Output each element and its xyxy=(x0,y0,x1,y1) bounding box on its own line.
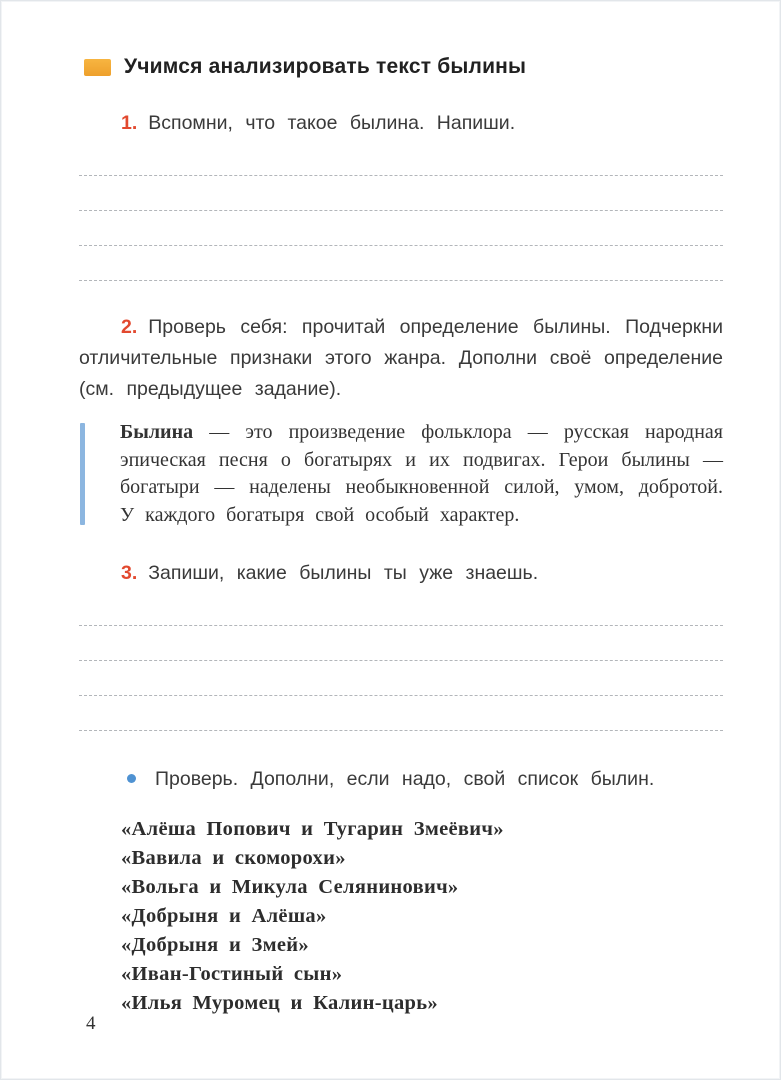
list-item: «Вольга и Микула Селянинович» xyxy=(121,875,459,898)
writing-line xyxy=(79,591,723,626)
task-1-number: 1. xyxy=(121,112,138,134)
task-3-number: 3. xyxy=(121,562,138,584)
definition-term: Былина xyxy=(120,421,194,443)
definition-body: — это произведение фольклора — русская народная эпическая песня о богатырях и их подвигах. Герои былины — богатыри — наделены необыкновенной силой, умом, добротой. У каждого богатыря свой особый характер. xyxy=(120,421,723,526)
writing-line xyxy=(79,661,723,696)
orange-square-icon xyxy=(84,59,111,76)
task-2-number: 2. xyxy=(121,316,138,338)
bullet-icon xyxy=(127,774,136,783)
writing-line xyxy=(79,211,723,246)
section-heading-row xyxy=(79,1,723,79)
list-item: «Добрыня и Алёша» xyxy=(121,904,327,927)
page-number: 4 xyxy=(86,1013,96,1034)
check-item-text: Проверь. Дополни, если надо, свой список былин. xyxy=(155,768,655,790)
list-item: «Добрыня и Змей» xyxy=(121,933,309,956)
quote-bar xyxy=(80,423,85,525)
list-item: «Иван-Гостиный сын» xyxy=(121,962,343,985)
writing-line xyxy=(79,176,723,211)
bylina-list xyxy=(79,815,723,1018)
list-item: «Илья Муромец и Калин-царь» xyxy=(121,991,438,1014)
list-item: «Алёша Попович и Тугарин Змеёвич» xyxy=(121,817,504,840)
task-3 xyxy=(79,558,723,589)
task-1-text: Вспомни, что такое былина. Напиши. xyxy=(148,112,516,134)
writing-line xyxy=(79,696,723,731)
writing-lines-group-1 xyxy=(79,141,723,281)
task-2 xyxy=(79,312,723,405)
task-2-text: Проверь себя: прочитай определение былины. Подчеркни отличительные признаки этого жанра. Дополни своё определение (см. предыдущее задание). xyxy=(79,316,723,400)
definition-quote-block xyxy=(79,419,723,529)
writing-lines-group-2 xyxy=(79,591,723,731)
check-item xyxy=(79,764,723,795)
list-item: «Вавила и скоморохи» xyxy=(121,846,346,869)
page-content xyxy=(1,1,780,1018)
writing-line xyxy=(79,141,723,176)
writing-line xyxy=(79,626,723,661)
task-3-text: Запиши, какие былины ты уже знаешь. xyxy=(148,562,539,584)
page-title: Учимся анализировать текст былины xyxy=(124,55,527,78)
task-1 xyxy=(79,108,723,139)
writing-line xyxy=(79,246,723,281)
